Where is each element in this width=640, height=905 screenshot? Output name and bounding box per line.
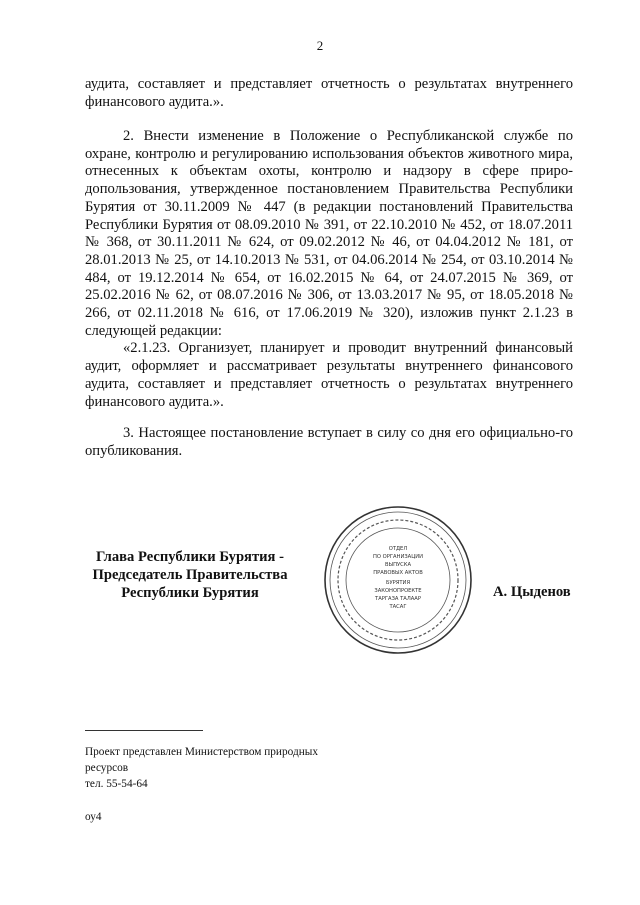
document-code: оу4 xyxy=(85,811,102,823)
stamp-line: ПО ОРГАНИЗАЦИИ xyxy=(372,554,424,560)
signatory-name: А. Цыденов xyxy=(493,584,571,600)
stamp-line: ПРАВОВЫХ АКТОВ xyxy=(373,570,423,576)
footnote xyxy=(85,744,360,792)
paragraph-1-text: аудита, составляет и представляет отчетность о результатах внутреннего финансового аудита.». xyxy=(85,76,573,110)
stamp-line: ЗАКОНОПРОЕКТЕ xyxy=(374,588,422,594)
stamp-line: ТАСАГ xyxy=(389,604,407,610)
paragraph-2-quote: «2.1.23. Организует, планирует и проводит внутренний финансовый аудит, оформляет и рассматривает результаты внутреннего финансового аудита, составляет и представляет отчетность о результатах внутреннего финансового аудита.». xyxy=(85,340,573,410)
paragraph-3-text: 3. Настоящее постановление вступает в силу со дня его официально-го опубликования. xyxy=(85,425,573,459)
paragraph-2-text: 2. Внести изменение в Положение о Республиканской службе по охране, контролю и регулированию использования объектов животного мира, отнесенных к объектам охоты, контролю и надзору в сфере приро-допользования, утвержденное постановлением Правительства Республики Бурятия от 30.11.2009 № 447 (в редакции постановлений Правительства Республики Бурятия от 08.09.2010 № 391, от 22.10.2010 № 452, от 18.07.2011 № 368, от 30.11.2011 № 624, от 09.02.2012 № 46, от 04.04.2012 № 181, от 28.01.2013 № 25, от 14.10.2013 № 531, от 04.06.2014 № 254, от 03.10.2014 № 484, от 19.12.2014 № 654, от 16.02.2015 № 64, от 24.07.2015 № 369, от 25.02.2016 № 62, от 08.07.2016 № 306, от 13.03.2017 № 95, от 18.05.2018 № 266, от 02.11.2018 № 616, от 17.06.2019 № 320), изложив пункт 2.1.23 в следующей редакции: xyxy=(85,128,573,339)
footnote-line-2: ресурсов xyxy=(85,762,129,774)
stamp-line: ОТДЕЛ xyxy=(388,546,408,552)
signatory-title-line: Республики Бурятия xyxy=(121,585,259,601)
paragraph-continuation xyxy=(85,76,573,111)
footnote-line-1: Проект представлен Министерством природных xyxy=(85,746,318,758)
paragraph-2 xyxy=(85,128,573,411)
footnote-divider xyxy=(85,730,203,731)
signatory-title-line: Председатель Правительства xyxy=(92,567,288,583)
stamp-line: ТАРГАЗА ТАЛААР xyxy=(375,596,421,602)
stamp-line: ВЫПУСКА xyxy=(384,562,412,568)
stamp-line: БУРЯТИЯ xyxy=(385,580,411,586)
official-stamp-seal xyxy=(322,504,474,656)
signatory-title-line: Глава Республики Бурятия - xyxy=(96,549,284,565)
footnote-line-3: тел. 55-54-64 xyxy=(85,778,148,790)
page-number: 2 xyxy=(316,38,324,53)
paragraph-3 xyxy=(85,425,573,460)
signatory-title xyxy=(85,548,295,602)
